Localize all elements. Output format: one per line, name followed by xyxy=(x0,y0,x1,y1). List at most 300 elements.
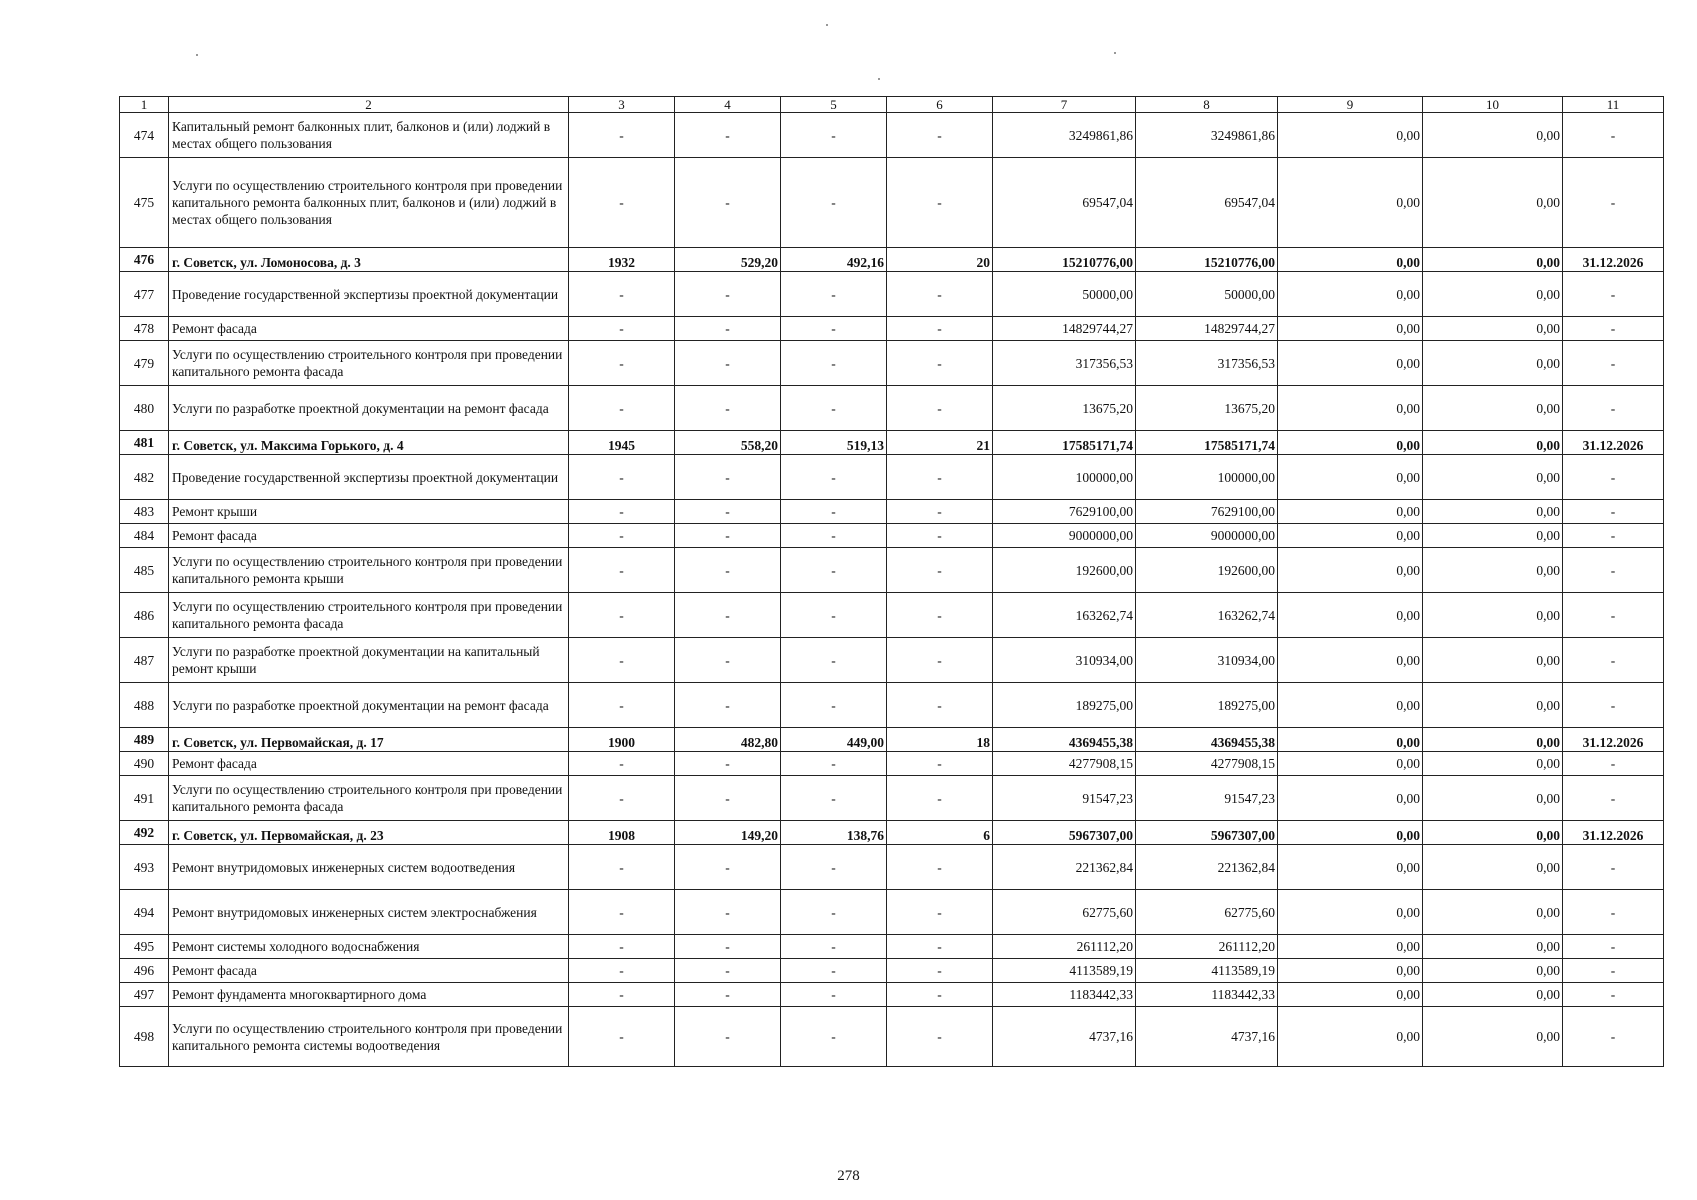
col3-value: - xyxy=(569,341,675,386)
col6-value: - xyxy=(887,890,993,935)
col3-value: - xyxy=(569,593,675,638)
work-item-row xyxy=(120,752,1664,776)
col4-value: - xyxy=(675,500,781,524)
header-cell: 11 xyxy=(1563,97,1664,113)
col5-value: - xyxy=(781,317,887,341)
col5-value: - xyxy=(781,638,887,683)
row-number: 492 xyxy=(120,821,169,845)
col4-value: - xyxy=(675,890,781,935)
col11-value: - xyxy=(1563,158,1664,248)
col6-value: - xyxy=(887,158,993,248)
col8-value: 9000000,00 xyxy=(1136,524,1278,548)
work-item-row xyxy=(120,386,1664,431)
col4-value: - xyxy=(675,524,781,548)
row-number: 495 xyxy=(120,935,169,959)
work-item-row xyxy=(120,983,1664,1007)
col11-value: 31.12.2026 xyxy=(1563,728,1664,752)
col6-value: 21 xyxy=(887,431,993,455)
header-cell: 5 xyxy=(781,97,887,113)
col8-value: 100000,00 xyxy=(1136,455,1278,500)
col3-value: - xyxy=(569,317,675,341)
col9-value: 0,00 xyxy=(1278,593,1423,638)
col5-value: - xyxy=(781,158,887,248)
scan-speck xyxy=(878,78,880,80)
row-name: Услуги по осуществлению строительного контроля при проведении капитального ремонта балконных плит, балконов и (или) лоджий в местах общего пользования xyxy=(169,158,569,248)
row-number: 497 xyxy=(120,983,169,1007)
col4-value: - xyxy=(675,845,781,890)
work-item-row xyxy=(120,500,1664,524)
col3-value: - xyxy=(569,524,675,548)
col7-value: 4277908,15 xyxy=(993,752,1136,776)
row-name: Услуги по разработке проектной документации на капитальный ремонт крыши xyxy=(169,638,569,683)
col8-value: 4369455,38 xyxy=(1136,728,1278,752)
col6-value: - xyxy=(887,752,993,776)
col9-value: 0,00 xyxy=(1278,272,1423,317)
col9-value: 0,00 xyxy=(1278,158,1423,248)
col5-value: - xyxy=(781,683,887,728)
col11-value: - xyxy=(1563,935,1664,959)
col10-value: 0,00 xyxy=(1423,959,1563,983)
col5-value: 519,13 xyxy=(781,431,887,455)
col3-value: - xyxy=(569,683,675,728)
row-number: 486 xyxy=(120,593,169,638)
col6-value: - xyxy=(887,935,993,959)
col9-value: 0,00 xyxy=(1278,638,1423,683)
col4-value: - xyxy=(675,959,781,983)
work-item-row xyxy=(120,524,1664,548)
col9-value: 0,00 xyxy=(1278,935,1423,959)
col4-value: - xyxy=(675,935,781,959)
col7-value: 261112,20 xyxy=(993,935,1136,959)
col9-value: 0,00 xyxy=(1278,845,1423,890)
col11-value: - xyxy=(1563,317,1664,341)
col6-value: - xyxy=(887,959,993,983)
col3-value: 1900 xyxy=(569,728,675,752)
col7-value: 62775,60 xyxy=(993,890,1136,935)
col9-value: 0,00 xyxy=(1278,524,1423,548)
row-name: Услуги по осуществлению строительного контроля при проведении капитального ремонта системы водоотведения xyxy=(169,1007,569,1067)
row-number: 482 xyxy=(120,455,169,500)
header-cell: 4 xyxy=(675,97,781,113)
col8-value: 7629100,00 xyxy=(1136,500,1278,524)
header-cell: 9 xyxy=(1278,97,1423,113)
col11-value: - xyxy=(1563,113,1664,158)
col7-value: 9000000,00 xyxy=(993,524,1136,548)
col5-value: - xyxy=(781,593,887,638)
col8-value: 15210776,00 xyxy=(1136,248,1278,272)
col5-value: 138,76 xyxy=(781,821,887,845)
col10-value: 0,00 xyxy=(1423,431,1563,455)
col7-value: 50000,00 xyxy=(993,272,1136,317)
col10-value: 0,00 xyxy=(1423,776,1563,821)
col8-value: 261112,20 xyxy=(1136,935,1278,959)
col8-value: 1183442,33 xyxy=(1136,983,1278,1007)
col5-value: - xyxy=(781,959,887,983)
row-number: 477 xyxy=(120,272,169,317)
row-number: 494 xyxy=(120,890,169,935)
col4-value: - xyxy=(675,548,781,593)
col4-value: - xyxy=(675,683,781,728)
col11-value: - xyxy=(1563,341,1664,386)
col4-value: - xyxy=(675,776,781,821)
scan-speck xyxy=(196,54,198,56)
work-item-row xyxy=(120,776,1664,821)
col3-value: - xyxy=(569,845,675,890)
page-number: 278 xyxy=(837,1168,860,1184)
col7-value: 317356,53 xyxy=(993,341,1136,386)
col6-value: - xyxy=(887,272,993,317)
col7-value: 4113589,19 xyxy=(993,959,1136,983)
work-item-row xyxy=(120,317,1664,341)
col10-value: 0,00 xyxy=(1423,1007,1563,1067)
col6-value: - xyxy=(887,776,993,821)
col10-value: 0,00 xyxy=(1423,386,1563,431)
row-name: Проведение государственной экспертизы проектной документации xyxy=(169,455,569,500)
col11-value: - xyxy=(1563,455,1664,500)
col4-value: - xyxy=(675,638,781,683)
col10-value: 0,00 xyxy=(1423,524,1563,548)
col4-value: 558,20 xyxy=(675,431,781,455)
row-name: Проведение государственной экспертизы проектной документации xyxy=(169,272,569,317)
col4-value: 529,20 xyxy=(675,248,781,272)
col10-value: 0,00 xyxy=(1423,317,1563,341)
col3-value: - xyxy=(569,638,675,683)
row-number: 478 xyxy=(120,317,169,341)
col6-value: - xyxy=(887,317,993,341)
row-name: Ремонт фундамента многоквартирного дома xyxy=(169,983,569,1007)
row-number: 489 xyxy=(120,728,169,752)
col7-value: 189275,00 xyxy=(993,683,1136,728)
col5-value: - xyxy=(781,341,887,386)
col8-value: 4277908,15 xyxy=(1136,752,1278,776)
col7-value: 4737,16 xyxy=(993,1007,1136,1067)
work-item-row xyxy=(120,113,1664,158)
col9-value: 0,00 xyxy=(1278,248,1423,272)
col4-value: - xyxy=(675,317,781,341)
row-name: Услуги по осуществлению строительного контроля при проведении капитального ремонта крыши xyxy=(169,548,569,593)
col7-value: 221362,84 xyxy=(993,845,1136,890)
col4-value: - xyxy=(675,752,781,776)
row-number: 491 xyxy=(120,776,169,821)
work-item-row xyxy=(120,638,1664,683)
col10-value: 0,00 xyxy=(1423,593,1563,638)
col6-value: - xyxy=(887,524,993,548)
col5-value: - xyxy=(781,386,887,431)
col9-value: 0,00 xyxy=(1278,431,1423,455)
col11-value: 31.12.2026 xyxy=(1563,821,1664,845)
col7-value: 17585171,74 xyxy=(993,431,1136,455)
col3-value: - xyxy=(569,500,675,524)
col7-value: 163262,74 xyxy=(993,593,1136,638)
col5-value: - xyxy=(781,548,887,593)
col6-value: - xyxy=(887,386,993,431)
row-name: Ремонт крыши xyxy=(169,500,569,524)
row-number: 475 xyxy=(120,158,169,248)
row-name: Ремонт внутридомовых инженерных систем электроснабжения xyxy=(169,890,569,935)
col4-value: - xyxy=(675,386,781,431)
col8-value: 317356,53 xyxy=(1136,341,1278,386)
col6-value: - xyxy=(887,1007,993,1067)
row-name: г. Советск, ул. Первомайская, д. 17 xyxy=(169,728,569,752)
col4-value: 482,80 xyxy=(675,728,781,752)
scan-speck xyxy=(826,24,828,26)
col6-value: 20 xyxy=(887,248,993,272)
col4-value: - xyxy=(675,113,781,158)
col7-value: 14829744,27 xyxy=(993,317,1136,341)
col10-value: 0,00 xyxy=(1423,158,1563,248)
col7-value: 69547,04 xyxy=(993,158,1136,248)
col10-value: 0,00 xyxy=(1423,821,1563,845)
col11-value: - xyxy=(1563,524,1664,548)
col11-value: - xyxy=(1563,890,1664,935)
col3-value: 1932 xyxy=(569,248,675,272)
col11-value: - xyxy=(1563,959,1664,983)
col7-value: 100000,00 xyxy=(993,455,1136,500)
header-cell: 10 xyxy=(1423,97,1563,113)
col11-value: - xyxy=(1563,593,1664,638)
col5-value: - xyxy=(781,845,887,890)
header-cell: 2 xyxy=(169,97,569,113)
col10-value: 0,00 xyxy=(1423,728,1563,752)
col5-value: - xyxy=(781,455,887,500)
col11-value: - xyxy=(1563,500,1664,524)
col8-value: 69547,04 xyxy=(1136,158,1278,248)
row-name: Ремонт фасада xyxy=(169,524,569,548)
col9-value: 0,00 xyxy=(1278,1007,1423,1067)
col7-value: 15210776,00 xyxy=(993,248,1136,272)
col7-value: 13675,20 xyxy=(993,386,1136,431)
col6-value: - xyxy=(887,341,993,386)
col6-value: - xyxy=(887,683,993,728)
work-item-row xyxy=(120,455,1664,500)
col11-value: - xyxy=(1563,983,1664,1007)
row-number: 476 xyxy=(120,248,169,272)
col10-value: 0,00 xyxy=(1423,752,1563,776)
col4-value: - xyxy=(675,1007,781,1067)
col10-value: 0,00 xyxy=(1423,890,1563,935)
col8-value: 17585171,74 xyxy=(1136,431,1278,455)
col6-value: - xyxy=(887,548,993,593)
col11-value: - xyxy=(1563,1007,1664,1067)
col8-value: 310934,00 xyxy=(1136,638,1278,683)
col7-value: 192600,00 xyxy=(993,548,1136,593)
col8-value: 5967307,00 xyxy=(1136,821,1278,845)
work-item-row xyxy=(120,1007,1664,1067)
col6-value: - xyxy=(887,455,993,500)
col11-value: - xyxy=(1563,272,1664,317)
col11-value: - xyxy=(1563,752,1664,776)
col11-value: 31.12.2026 xyxy=(1563,431,1664,455)
col11-value: - xyxy=(1563,776,1664,821)
col9-value: 0,00 xyxy=(1278,683,1423,728)
col4-value: - xyxy=(675,983,781,1007)
row-number: 496 xyxy=(120,959,169,983)
col10-value: 0,00 xyxy=(1423,341,1563,386)
col6-value: - xyxy=(887,983,993,1007)
col7-value: 91547,23 xyxy=(993,776,1136,821)
work-item-row xyxy=(120,593,1664,638)
work-item-row xyxy=(120,935,1664,959)
col9-value: 0,00 xyxy=(1278,386,1423,431)
col3-value: - xyxy=(569,776,675,821)
col8-value: 14829744,27 xyxy=(1136,317,1278,341)
col10-value: 0,00 xyxy=(1423,455,1563,500)
row-name: Услуги по осуществлению строительного контроля при проведении капитального ремонта фасада xyxy=(169,776,569,821)
col5-value: 492,16 xyxy=(781,248,887,272)
row-name: Ремонт фасада xyxy=(169,752,569,776)
row-name: Услуги по разработке проектной документации на ремонт фасада xyxy=(169,683,569,728)
row-number: 498 xyxy=(120,1007,169,1067)
col8-value: 62775,60 xyxy=(1136,890,1278,935)
col3-value: - xyxy=(569,158,675,248)
work-item-row xyxy=(120,158,1664,248)
col8-value: 91547,23 xyxy=(1136,776,1278,821)
header-cell: 1 xyxy=(120,97,169,113)
row-number: 474 xyxy=(120,113,169,158)
header-cell: 3 xyxy=(569,97,675,113)
col8-value: 221362,84 xyxy=(1136,845,1278,890)
work-item-row xyxy=(120,959,1664,983)
address-row xyxy=(120,248,1664,272)
col3-value: - xyxy=(569,752,675,776)
col6-value: - xyxy=(887,845,993,890)
col6-value: - xyxy=(887,113,993,158)
col8-value: 13675,20 xyxy=(1136,386,1278,431)
row-number: 484 xyxy=(120,524,169,548)
col5-value: - xyxy=(781,890,887,935)
col10-value: 0,00 xyxy=(1423,935,1563,959)
col9-value: 0,00 xyxy=(1278,500,1423,524)
work-item-row xyxy=(120,548,1664,593)
col7-value: 3249861,86 xyxy=(993,113,1136,158)
col9-value: 0,00 xyxy=(1278,890,1423,935)
row-number: 488 xyxy=(120,683,169,728)
row-name: Услуги по осуществлению строительного контроля при проведении капитального ремонта фасада xyxy=(169,341,569,386)
col11-value: 31.12.2026 xyxy=(1563,248,1664,272)
col5-value: - xyxy=(781,524,887,548)
col7-value: 7629100,00 xyxy=(993,500,1136,524)
col3-value: 1908 xyxy=(569,821,675,845)
row-number: 480 xyxy=(120,386,169,431)
col8-value: 189275,00 xyxy=(1136,683,1278,728)
repair-program-table xyxy=(119,96,1664,1067)
header-cell: 8 xyxy=(1136,97,1278,113)
col9-value: 0,00 xyxy=(1278,776,1423,821)
col4-value: - xyxy=(675,158,781,248)
col8-value: 4737,16 xyxy=(1136,1007,1278,1067)
col11-value: - xyxy=(1563,548,1664,593)
col8-value: 50000,00 xyxy=(1136,272,1278,317)
col10-value: 0,00 xyxy=(1423,638,1563,683)
col4-value: - xyxy=(675,341,781,386)
work-item-row xyxy=(120,890,1664,935)
col9-value: 0,00 xyxy=(1278,317,1423,341)
header-cell: 6 xyxy=(887,97,993,113)
col3-value: - xyxy=(569,272,675,317)
col3-value: - xyxy=(569,1007,675,1067)
row-name: г. Советск, ул. Максима Горького, д. 4 xyxy=(169,431,569,455)
col11-value: - xyxy=(1563,683,1664,728)
col7-value: 1183442,33 xyxy=(993,983,1136,1007)
address-row xyxy=(120,821,1664,845)
col5-value: - xyxy=(781,983,887,1007)
col7-value: 5967307,00 xyxy=(993,821,1136,845)
col3-value: - xyxy=(569,890,675,935)
row-name: Ремонт системы холодного водоснабжения xyxy=(169,935,569,959)
col6-value: - xyxy=(887,500,993,524)
col9-value: 0,00 xyxy=(1278,821,1423,845)
col10-value: 0,00 xyxy=(1423,845,1563,890)
row-number: 481 xyxy=(120,431,169,455)
col7-value: 4369455,38 xyxy=(993,728,1136,752)
col3-value: - xyxy=(569,386,675,431)
col3-value: - xyxy=(569,983,675,1007)
col6-value: 6 xyxy=(887,821,993,845)
row-number: 485 xyxy=(120,548,169,593)
col9-value: 0,00 xyxy=(1278,752,1423,776)
col10-value: 0,00 xyxy=(1423,500,1563,524)
col10-value: 0,00 xyxy=(1423,683,1563,728)
col9-value: 0,00 xyxy=(1278,113,1423,158)
col5-value: 449,00 xyxy=(781,728,887,752)
col5-value: - xyxy=(781,776,887,821)
col3-value: - xyxy=(569,455,675,500)
col7-value: 310934,00 xyxy=(993,638,1136,683)
row-number: 479 xyxy=(120,341,169,386)
col10-value: 0,00 xyxy=(1423,548,1563,593)
col5-value: - xyxy=(781,500,887,524)
address-row xyxy=(120,431,1664,455)
scan-speck xyxy=(1114,52,1116,54)
col10-value: 0,00 xyxy=(1423,272,1563,317)
col8-value: 192600,00 xyxy=(1136,548,1278,593)
work-item-row xyxy=(120,845,1664,890)
col6-value: 18 xyxy=(887,728,993,752)
work-item-row xyxy=(120,683,1664,728)
col3-value: - xyxy=(569,113,675,158)
work-item-row xyxy=(120,341,1664,386)
row-name: г. Советск, ул. Ломоносова, д. 3 xyxy=(169,248,569,272)
col5-value: - xyxy=(781,935,887,959)
col4-value: - xyxy=(675,272,781,317)
col4-value: - xyxy=(675,593,781,638)
col9-value: 0,00 xyxy=(1278,341,1423,386)
col8-value: 163262,74 xyxy=(1136,593,1278,638)
col10-value: 0,00 xyxy=(1423,113,1563,158)
row-name: Капитальный ремонт балконных плит, балконов и (или) лоджий в местах общего пользования xyxy=(169,113,569,158)
col9-value: 0,00 xyxy=(1278,455,1423,500)
row-name: Услуги по разработке проектной документации на ремонт фасада xyxy=(169,386,569,431)
col4-value: 149,20 xyxy=(675,821,781,845)
col11-value: - xyxy=(1563,638,1664,683)
col5-value: - xyxy=(781,1007,887,1067)
col3-value: - xyxy=(569,548,675,593)
work-item-row xyxy=(120,272,1664,317)
header-cell: 7 xyxy=(993,97,1136,113)
col3-value: - xyxy=(569,959,675,983)
col8-value: 4113589,19 xyxy=(1136,959,1278,983)
col11-value: - xyxy=(1563,386,1664,431)
col8-value: 3249861,86 xyxy=(1136,113,1278,158)
address-row xyxy=(120,728,1664,752)
col5-value: - xyxy=(781,113,887,158)
col9-value: 0,00 xyxy=(1278,983,1423,1007)
column-number-header-row xyxy=(120,97,1664,113)
row-number: 487 xyxy=(120,638,169,683)
col11-value: - xyxy=(1563,845,1664,890)
col9-value: 0,00 xyxy=(1278,728,1423,752)
row-name: г. Советск, ул. Первомайская, д. 23 xyxy=(169,821,569,845)
